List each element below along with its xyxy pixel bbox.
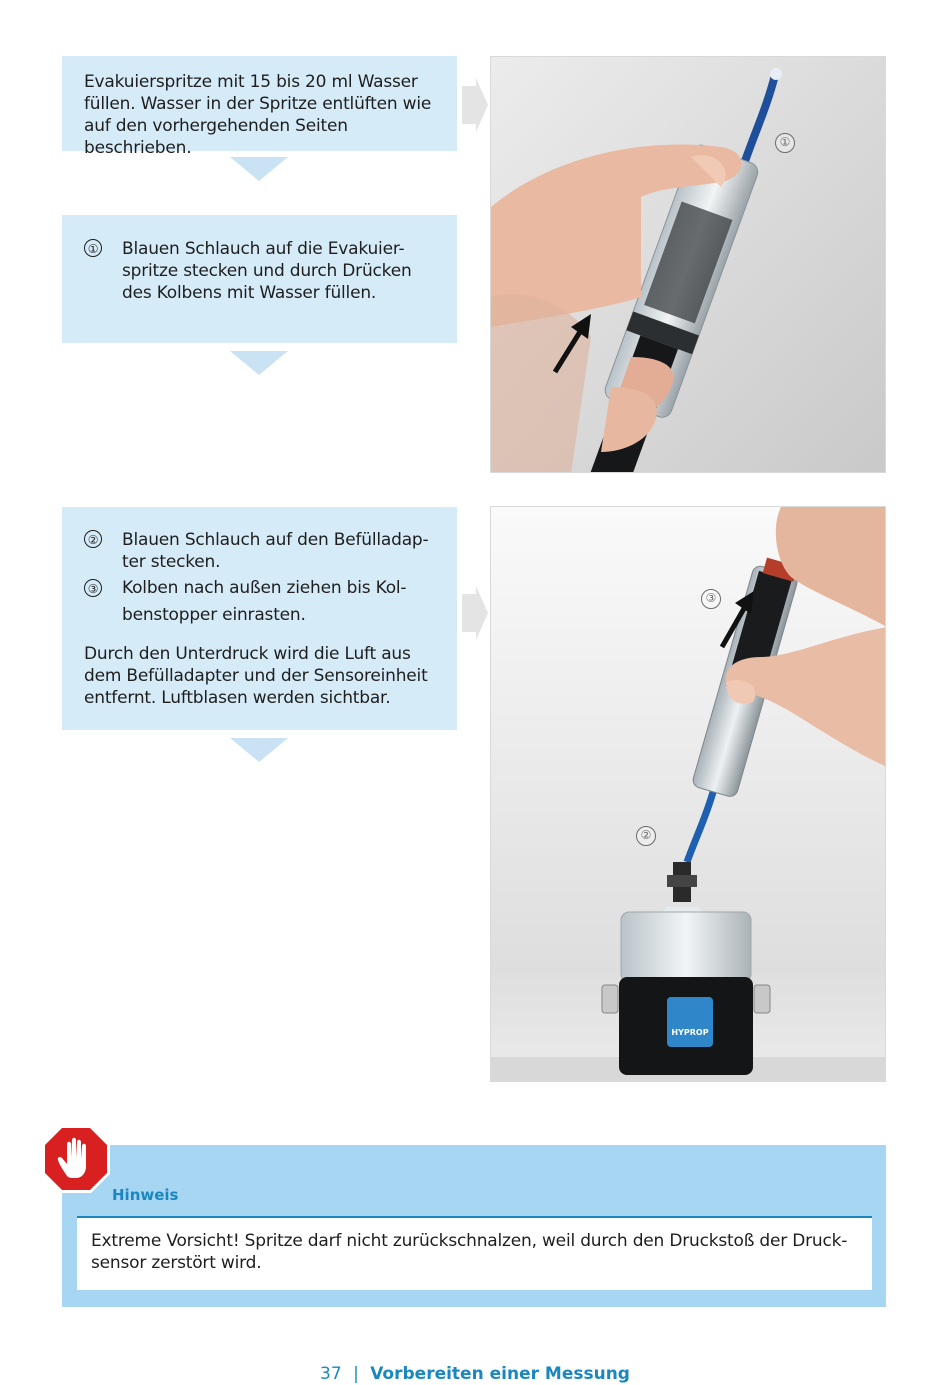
step-box-intro	[62, 56, 457, 158]
right-arrow-icon	[462, 586, 488, 640]
step-2-text: Blauen Schlauch auf den Befülladap-ter stecken.	[122, 530, 429, 572]
down-arrow-icon	[230, 351, 288, 375]
page-number: 37	[320, 1364, 342, 1384]
stop-hand-icon	[41, 1124, 111, 1194]
hint-title: Hinweis	[112, 1186, 179, 1204]
callout-3: ③	[701, 589, 721, 609]
step-2-number: ②	[84, 530, 102, 548]
device-label: HYPROP	[671, 1028, 709, 1037]
step-3-text: Kolben nach außen ziehen bis Kol-benstopper einrasten.	[122, 578, 407, 625]
down-arrow-icon	[230, 738, 288, 762]
step-1-text: Blauen Schlauch auf die Evakuier-spritze stecken und durch Drücken des Kolbens mit Wasser füllen.	[122, 239, 412, 303]
down-arrow-icon	[230, 157, 288, 181]
step-2	[84, 529, 437, 573]
step-1-number: ①	[84, 239, 102, 257]
intro-text: Evakuierspritze mit 15 bis 20 ml Wasser füllen. Wasser in der Spritze entlüften wie auf den vorhergehenden Seiten beschrieben.	[84, 72, 432, 158]
footer-separator: |	[353, 1364, 359, 1384]
photo-filling-adapter	[490, 506, 886, 1082]
step-3	[84, 575, 437, 629]
page-footer	[0, 1364, 950, 1384]
step-box-1	[62, 215, 457, 343]
photo-syringe-filling	[490, 56, 886, 473]
right-arrow-icon	[462, 78, 488, 132]
step-box-2-3	[62, 507, 457, 730]
callout-1: ①	[775, 133, 795, 153]
step-3-number: ③	[84, 579, 102, 597]
section-title: Vorbereiten einer Messung	[370, 1364, 630, 1384]
callout-2: ②	[636, 826, 656, 846]
step-1	[84, 238, 437, 304]
hint-text: Extreme Vorsicht! Spritze darf nicht zurückschnalzen, weil durch den Druckstoß der Druck-sensor zerstört wird.	[77, 1218, 872, 1290]
note-text: Durch den Unterdruck wird die Luft aus dem Befülladapter und der Sensoreinheit entfernt. Luftblasen werden sichtbar.	[84, 644, 428, 708]
